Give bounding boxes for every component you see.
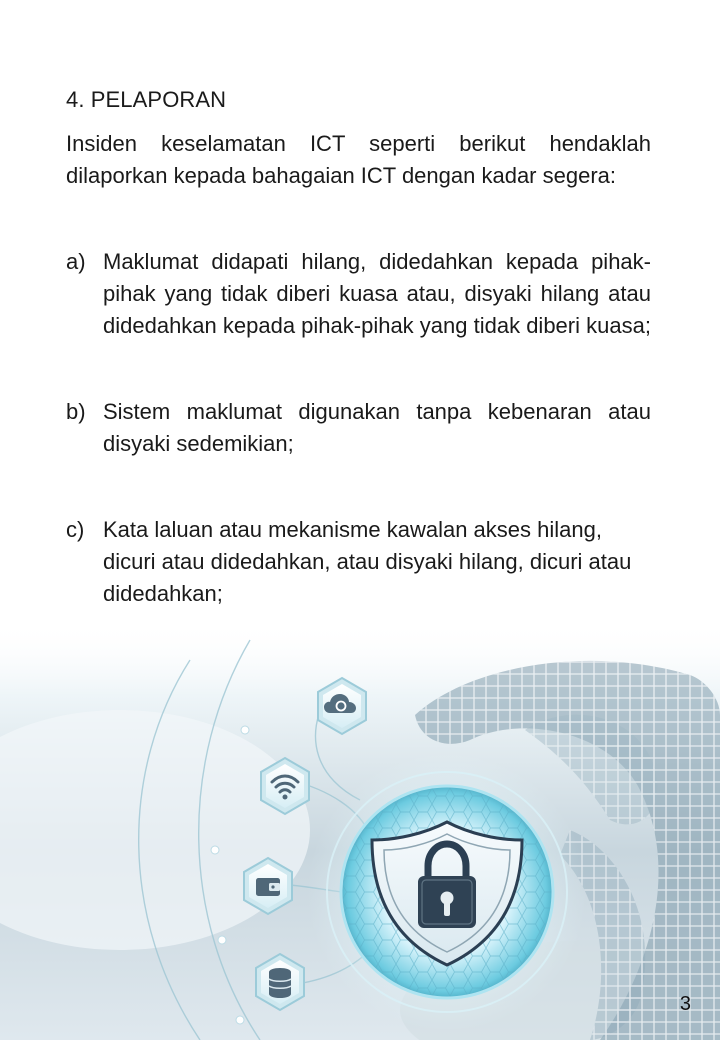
incident-list (66, 246, 651, 610)
list-marker-b: b) (66, 399, 86, 424)
text-content (66, 84, 651, 610)
list-text-b: Sistem maklumat digunakan tanpa kebenaran atau disyaki sedemikian; (103, 399, 651, 456)
list-item-c (66, 514, 651, 610)
section-heading: 4. PELAPORAN (66, 87, 227, 112)
intro-paragraph: Insiden keselamatan ICT seperti berikut hendaklah dilaporkan kepada bahagaian ICT dengan kadar segera: (66, 131, 651, 188)
page-number: 3 (679, 993, 691, 1015)
list-text-a: Maklumat didapati hilang, didedahkan kepada pihak-pihak yang tidak diberi kuasa atau, disyaki hilang atau didedahkan kepada pihak-pihak yang tidak diberi kuasa; (103, 249, 651, 338)
list-marker-a: a) (66, 249, 86, 274)
cyber-security-illustration (0, 620, 720, 1040)
list-marker-c: c) (66, 517, 85, 542)
list-text-c: Kata laluan atau mekanisme kawalan akses hilang, dicuri atau didedahkan, atau disyaki hilang, dicuri atau didedahkan; (103, 517, 632, 606)
list-item-a (66, 246, 651, 342)
list-item-b (66, 396, 651, 460)
